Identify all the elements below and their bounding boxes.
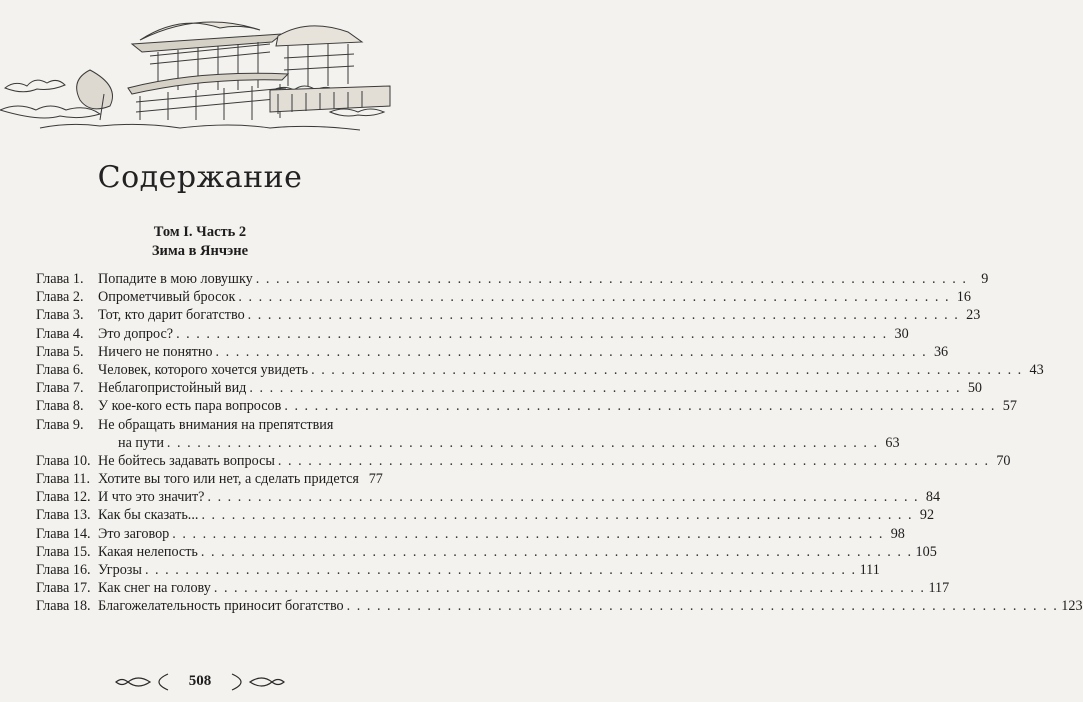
- page-ref: 30: [894, 325, 909, 342]
- chapter-number: Глава 10.: [36, 452, 91, 469]
- chapter-title-continued: на пути: [118, 434, 164, 451]
- chapter-title: Как бы сказать...: [98, 507, 199, 524]
- table-of-contents: [36, 270, 1083, 616]
- leader-dots: [347, 597, 1059, 615]
- chapter-title: У кое-кого есть пара вопросов: [98, 398, 282, 415]
- chapter-number: Глава 17.: [36, 580, 91, 597]
- leader-dots: [249, 379, 961, 397]
- leader-dots: [201, 543, 913, 561]
- page-ref: 98: [890, 525, 905, 542]
- page-ref: 16: [956, 289, 971, 306]
- page-ref: 111: [859, 562, 880, 579]
- chapter-number: Глава 4.: [36, 325, 84, 342]
- toc-entry[interactable]: [36, 561, 880, 579]
- toc-entry[interactable]: [36, 379, 983, 397]
- toc-entry[interactable]: [36, 488, 941, 506]
- chapter-title: Тот, кто дарит богатство: [98, 307, 245, 324]
- toc-entry[interactable]: [36, 452, 1011, 470]
- leader-dots: [207, 488, 919, 506]
- chapter-number: Глава 12.: [36, 489, 91, 506]
- page-ref: 123: [1061, 598, 1083, 615]
- part-subtitle: Зима в Янчэне: [151, 243, 249, 259]
- chapter-number: Глава 14.: [36, 525, 91, 542]
- chapter-title: Не бойтесь задавать вопросы: [98, 452, 275, 469]
- page-ref: 57: [1002, 398, 1017, 415]
- leader-dots: [216, 343, 928, 361]
- chapter-number: Глава 15.: [36, 543, 91, 560]
- chapter-title: Это допрос?: [98, 325, 174, 342]
- toc-entry[interactable]: [36, 325, 909, 343]
- pagoda-illustration-icon: [0, 0, 400, 140]
- toc-entry[interactable]: [36, 543, 937, 561]
- page-ref: 50: [967, 380, 983, 397]
- chapter-number: Глава 9.: [36, 416, 84, 433]
- chapter-number: Глава 18.: [36, 598, 91, 615]
- chapter-number: Глава 2.: [36, 289, 84, 306]
- chapter-title: Как снег на голову: [98, 580, 211, 597]
- chapter-number: Глава 11.: [36, 471, 91, 488]
- toc-entry[interactable]: [36, 288, 971, 306]
- page-ref: 105: [915, 543, 937, 560]
- chapter-number: Глава 13.: [36, 507, 91, 524]
- leader-dots: [311, 361, 1023, 379]
- leader-dots: [278, 452, 990, 470]
- chapter-number: Глава 1.: [36, 271, 84, 287]
- chapter-title: Хотите вы того или нет, а сделать придется: [98, 471, 359, 488]
- chapter-title: Какая нелепость: [98, 543, 198, 560]
- leader-dots: [248, 306, 960, 324]
- leader-dots: [172, 525, 884, 543]
- toc-entry[interactable]: [36, 416, 900, 452]
- page-ref: 70: [996, 452, 1011, 469]
- chapter-number: Глава 8.: [36, 398, 84, 415]
- chapter-title: Ничего не понятно: [98, 343, 213, 360]
- toc-entry[interactable]: [36, 397, 1017, 415]
- leader-dots: [176, 325, 888, 343]
- page-ref: 117: [928, 580, 950, 597]
- chapter-title: Благожелательность приносит богатство: [98, 598, 344, 615]
- chapter-title: Человек, которого хочется увидеть: [98, 361, 309, 378]
- chapter-title: Неблагопристойный вид: [98, 380, 247, 397]
- page-ref: 84: [925, 489, 941, 506]
- leader-dots: [256, 270, 968, 288]
- toc-entry[interactable]: [36, 343, 949, 361]
- volume-heading: Том I. Часть 2: [153, 224, 247, 240]
- toc-entry[interactable]: [36, 597, 1083, 615]
- chapter-number: Глава 5.: [36, 343, 84, 360]
- toc-entry[interactable]: [36, 361, 1044, 379]
- page-title: Содержание: [97, 160, 303, 195]
- chapter-number: Глава 16.: [36, 562, 91, 579]
- leader-dots: [201, 506, 913, 524]
- chapter-title: Это заговор: [98, 525, 170, 542]
- leader-dots: [284, 397, 996, 415]
- page-ref: 43: [1029, 361, 1044, 378]
- leader-dots: [214, 579, 926, 597]
- chapter-title: Опрометчивый бросок: [98, 289, 236, 306]
- chapter-title: Не обращать внимания на препятствия: [98, 416, 334, 433]
- page-number: 508: [188, 673, 212, 689]
- chapter-title: Попадите в мою ловушку: [98, 271, 253, 287]
- chapter-number: Глава 6.: [36, 361, 84, 378]
- toc-entry[interactable]: [36, 525, 905, 543]
- page-ref: 36: [933, 343, 949, 360]
- leader-dots: [145, 561, 857, 579]
- toc-entry[interactable]: [36, 506, 935, 524]
- toc-entry[interactable]: [36, 306, 981, 324]
- page-ref: 63: [885, 434, 900, 451]
- chapter-number: Глава 3.: [36, 307, 84, 324]
- page-ref: 77: [368, 471, 383, 488]
- toc-entry[interactable]: [36, 579, 950, 597]
- page-ref: 92: [919, 507, 935, 524]
- chapter-title: И что это значит?: [98, 489, 205, 506]
- page-ref: 23: [966, 307, 981, 324]
- chapter-number: Глава 7.: [36, 380, 84, 397]
- toc-entry[interactable]: [36, 470, 383, 488]
- leader-dots: [167, 434, 879, 452]
- leader-dots: [238, 288, 950, 306]
- chapter-title: Угрозы: [98, 562, 142, 579]
- page-ref: 9: [981, 271, 989, 287]
- toc-entry[interactable]: [36, 270, 989, 288]
